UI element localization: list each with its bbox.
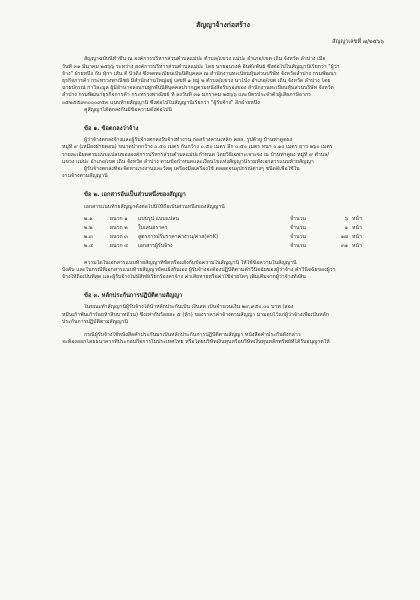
attachment-unit: หน้า xyxy=(352,234,362,241)
intro-line: ธุรกิจการค้า กระทรวงพาณิชย์ มีสำนักงานใหญ่อยู่ เลขที่ ๑ หมู่ ๒ ตำบล/แขวง นาโป่ง อำเภอ/เขต เถิน จังหวัด ลำปาง โดย xyxy=(62,78,331,85)
section-line: เอกสารแนบท้ายสัญญาดังต่อไปนี้ให้ถือเป็นส่วนหนึ่งของสัญญานี้ xyxy=(84,203,225,210)
attachment-unit: หน้า xyxy=(352,243,362,250)
section-line: แขวง แม่ปะ อำเภอ/เขต เถิน จังหวัด ลำปาง ตามข้อกำหนดและเงื่อนไขแห่งสัญญานี้รวมทั้งเอกสารแนบท้ายสัญญา xyxy=(62,158,314,165)
section-line: งานจ้างตามสัญญานี้ xyxy=(62,173,108,180)
attachment-row xyxy=(84,233,384,242)
intro-line: ๐๕๒๕๕๙๓๐๐๐๙๕๓ แนบท้ายสัญญานี้ ซึ่งต่อไปในสัญญานี้เรียกว่า "ผู้รับจ้าง" อีกฝ่ายหนึ่ง xyxy=(62,99,260,106)
attachment-row xyxy=(84,242,384,251)
section-line: ในขณะทำสัญญานี้ผู้รับจ้างได้นำหลักประกันเป็น เงินสด เป็นจำนวนเงิน ๒๙,๙๕๐.๐๐ บาท (สอง xyxy=(84,304,294,311)
section-line: หมู่ที่ ๙ (เหมืองฝายดอน) ขนาดปากกว้าง ๐.๕๐ เมตร ก้นกว้าง ๐.๕๐ เมตร ลึก ๐.๕๐ เมตร หนา ๐.๑๐ เมตร ยาว ๒๖๐ เมตร xyxy=(62,144,333,151)
section-line: ผู้ว่าจ้างตกลงจ้างและผู้รับจ้างตกลงรับจ้างทำงาน ก่อสร้างคานเหล็ก คสล. รูปตัวยู บ้านท่าดูดผง xyxy=(84,137,293,144)
attachment-no: ๒.๒ xyxy=(84,225,93,232)
intro-line: จ้าง" ฝ่ายหนึ่ง กับ หุ้กา เส้น ดี บิวดิ้ง ซึ่งจดทะเบียนเป็นนิติบุคคล ณ สำนักงานทะเบียนหุ้นส่วนบริษัท จังหวัดลำปาง กรมพัฒนา xyxy=(62,70,337,77)
section-2-heading: ข้อ ๒. เอกสารอันเป็นส่วนหนึ่งของสัญญา xyxy=(84,192,186,199)
section-1-body xyxy=(62,137,384,180)
intro-line: วันที่ ๓๑ มีนาคม ๒๕๖๖ ระหว่าง องค์การบริหารส่วนตำบลแม่ปะ โดย นายอนรงค์ อินต๊ะพันธ์ ซึ่งต่อไปในสัญญานี้เรียกว่า "ผู้ว่า xyxy=(62,63,340,70)
attachment-table xyxy=(84,215,384,252)
section-2-after xyxy=(62,260,384,282)
intro-line: คู่สัญญาได้ตกลงกันมีข้อความดังต่อไปนี้ xyxy=(84,106,172,113)
section-line: ผู้รับจ้างตกลงที่จะจัดหาแรงงานและวัสดุ เครื่องมือเครื่องใช้ ตลอดจนอุปกรณ์ต่างๆ ชนิดดีเพื่อใช้ใน xyxy=(84,166,300,173)
document-title: สัญญาจ้างก่อสร้าง xyxy=(196,21,250,29)
attachment-name: แบบรูป แบบแปลน xyxy=(138,215,179,222)
attachment-qty-label: จำนวน xyxy=(290,215,306,222)
attachment-unit: หน้า xyxy=(352,225,362,232)
attachment-qty: ๑ xyxy=(344,225,348,232)
section-1-heading: ข้อ ๑. ข้อตกลงว่าจ้าง xyxy=(84,126,139,133)
section-line: ความใดในเอกสารแนบท้ายสัญญาที่ขัดหรือแย้งกับข้อความในสัญญานี้ ให้ใช้ข้อความในสัญญานี้ xyxy=(84,259,297,266)
attachment-row xyxy=(84,215,384,224)
attachment-qty-label: จำนวน xyxy=(290,243,306,250)
attachment-qty: ๖ xyxy=(344,215,348,222)
section-line: บังคับ และในกรณีที่เอกสารแนบท้ายสัญญาขัดแย้งกันเอง ผู้รับจ้างจะต้องปฏิบัติตามคำวินิจฉัยของผู้ว่าจ้าง คำวินิจฉัยของผู้ว่า xyxy=(62,266,336,273)
attachment-name: ใบเสนอราคา xyxy=(138,225,168,232)
attachment-label: ผนวก ๓ xyxy=(110,234,128,241)
attachment-qty: ๑๗ xyxy=(340,234,348,241)
attachment-name: สูตรการปรับราคาค่างาน/ค่าส(ค่าK) xyxy=(138,234,219,241)
section-2-body xyxy=(62,204,384,282)
attachment-label: ผนวก ๑ xyxy=(110,215,128,222)
intro-line: สัญญาฉบับนี้ทำขึ้น ณ องค์การบริหารส่วนตำบลแม่ปะ ตำบล/แขวง แม่ปะ อำเภอ/เขต เถิน จังหวัด ลำปาง เมื่อ xyxy=(84,56,326,63)
section-line: รายละเอียดตามแบบแปลนขององค์การบริหารส่วนตำบลแม่ปะกำหนด โดยวิธีเฉพาะเจาะจง ณ บ้านท่าดูผง หมู่ที่ ๙ ตำบล/ xyxy=(62,151,330,158)
attachment-qty-label: จำนวน xyxy=(290,225,306,232)
attachment-unit: หน้า xyxy=(352,215,362,222)
section-line: จ้างให้ถือเป็นที่สุด และผู้รับจ้างไม่มีสิทธิเรียกร้องค่าจ้าง ค่าเสียหายหรือค่าใช้จ่ายใดๆ เพิ่มเติมจากผู้ว่าจ้างทั้งสิ้น xyxy=(62,274,306,281)
attachment-qty-label: จำนวน xyxy=(290,234,306,241)
attachment-no: ๒.๓ xyxy=(84,234,93,241)
attachment-name: เอกสารผู้รับจ้าง xyxy=(138,243,173,250)
attachment-no: ๒.๑ xyxy=(84,215,93,222)
section-3-heading: ข้อ ๓. หลักประกันการปฏิบัติตามสัญญา xyxy=(84,293,183,300)
intro-line: นายปกรณ์ กาวิละมูล ผู้มีอำนาจลงนามผูกพันนิติบุคคลปรากฏตามหนังสือรับรองของ สำนักงานทะเบียนหุ้นส่วนบริษัท จังหวัด xyxy=(62,85,334,92)
section-line: จะต้องออกโดยธนาคารที่ประกอบกิจการในประเทศไทย หรือโดยบริษัทเงินทุนหรือบริษัทเงินทุนหลักทรัพย์ที่ได้รับอนุญาตให้ xyxy=(62,339,330,346)
intro-paragraph xyxy=(62,56,384,114)
section-line: ประกันการปฏิบัติตามสัญญานี้ xyxy=(62,318,128,325)
attachment-label: ผนวก ๒ xyxy=(110,225,128,232)
section-3-body xyxy=(62,304,384,346)
attachment-row xyxy=(84,224,384,233)
intro-line: ลำปาง กรมพัฒนาธุรกิจการค้า กระทรวงพาณิชย์ ที่ ลงวันที่ ๓๑ มกราคม ๒๕๖๖ และบัตรประจำตัวผู้เสียภาษีอากร xyxy=(62,92,311,99)
section-line: กรณีผู้รับจ้างใช้หนังสือค้ำประกันมาเป็นหลักประกันการปฏิบัติตามสัญญา หนังสือค้ำประกันดังกล่าว xyxy=(84,332,301,339)
attachment-qty: ๓๑ xyxy=(341,243,348,250)
attachment-no: ๒.๔ xyxy=(84,243,93,250)
contract-number: สัญญาเลขที่ ๗/๒๕๖๖ xyxy=(332,39,384,46)
section-line: หมื่นเก้าพันเก้าร้อยห้าสิบบาทถ้วน) ซึ่งเท่ากับร้อยละ ๕ (ห้า) ของราคาค่าจ้างตามสัญญา มามอบไว้แก่ผู้ว่าจ้างเพื่อเป็นหลัก xyxy=(62,311,329,318)
attachment-label: ผนวก ๔ xyxy=(110,243,129,250)
